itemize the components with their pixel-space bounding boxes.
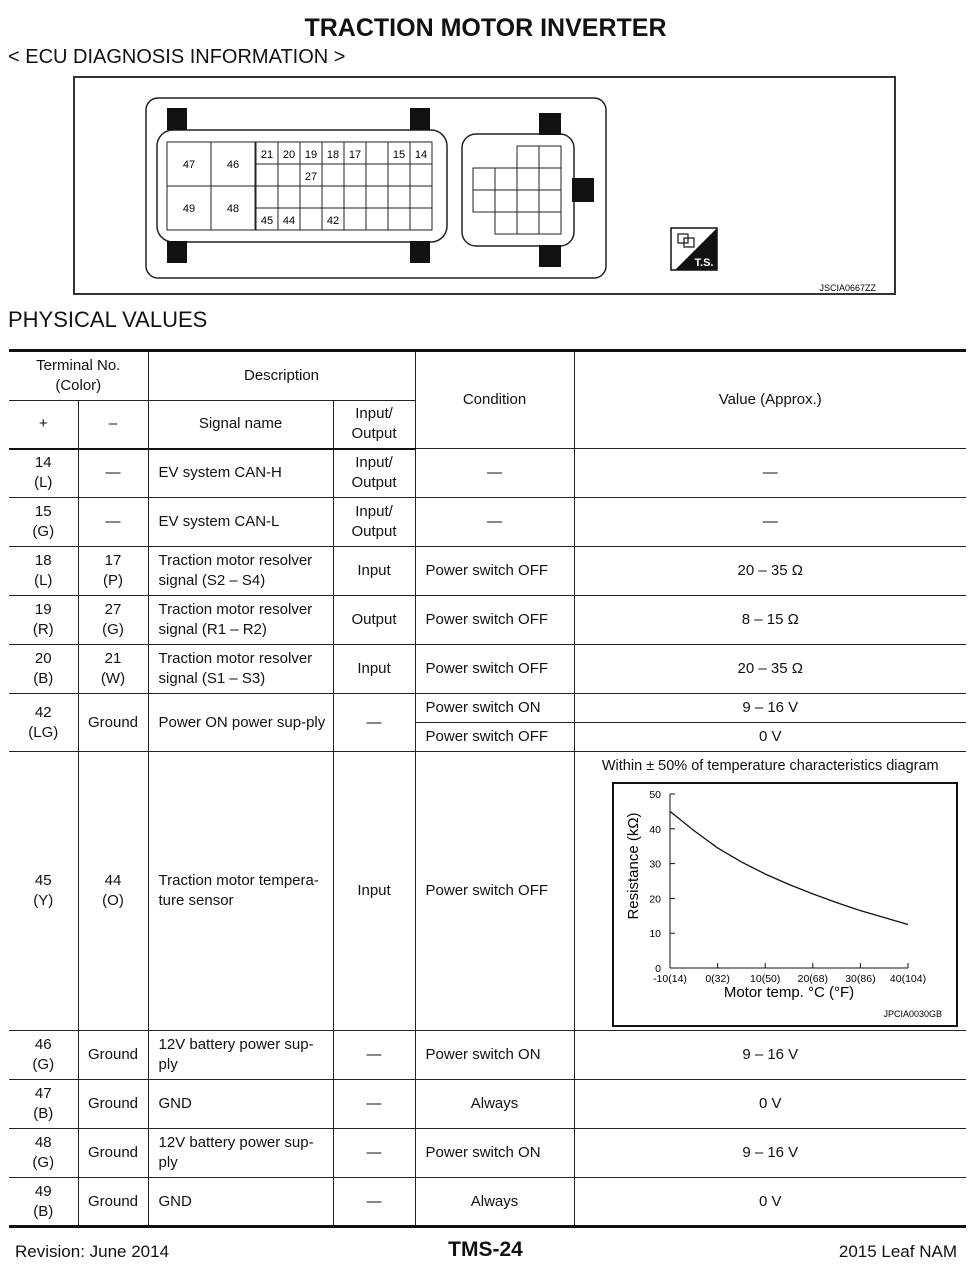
input-output: Input [333, 547, 415, 596]
condition: — [415, 498, 574, 547]
signal-name: Traction motor resolver signal (S1 – S3) [148, 645, 333, 694]
header-minus: – [78, 401, 148, 449]
terminal-plus-color: (L) [34, 572, 53, 589]
footer-page-code: TMS-24 [448, 1238, 523, 1261]
input-output: Input/ Output [333, 498, 415, 547]
y-tick-label: 50 [648, 789, 661, 801]
latch-tab [539, 113, 561, 135]
terminal-minus: 17 [104, 552, 122, 569]
input-output: Input [333, 752, 415, 1031]
table-row [9, 1178, 966, 1227]
signal-name: Traction motor resolver signal (R1 – R2) [148, 596, 333, 645]
value: 8 – 15 Ω [574, 596, 966, 645]
table-row [9, 449, 966, 498]
y-axis-label: Resistance (kΩ) [624, 812, 642, 920]
x-tick-label: 30(86) [844, 973, 876, 985]
signal-name: EV system CAN-L [148, 498, 333, 547]
x-tick-label: 40(104) [889, 973, 926, 985]
input-output: — [333, 1178, 415, 1227]
pin-label: 44 [282, 215, 296, 227]
x-tick-label: 10(50) [749, 973, 780, 985]
value: 9 – 16 V [574, 694, 966, 723]
header-terminal: Terminal No. (Color) [9, 351, 148, 401]
input-output: Input/ Output [333, 449, 415, 498]
chart-figure-id: JPCIA0030GB [882, 1009, 942, 1019]
terminal-plus-color: (Y) [33, 892, 54, 909]
page-title: TRACTION MOTOR INVERTER [304, 14, 667, 42]
terminal-minus: Ground [78, 1080, 148, 1129]
condition: Power switch OFF [415, 752, 574, 1031]
value: — [574, 498, 966, 547]
y-tick-label: 10 [648, 928, 661, 941]
table-row [9, 645, 966, 694]
value: 9 – 16 V [574, 1031, 966, 1080]
table-row [9, 1080, 966, 1129]
value: 20 – 35 Ω [574, 547, 966, 596]
pin-label: 48 [226, 203, 240, 215]
condition: Power switch OFF [415, 547, 574, 596]
terminal-plus: 46 [34, 1036, 52, 1053]
condition: — [415, 449, 574, 498]
terminal-minus-color: (P) [103, 572, 123, 589]
physical-values-heading: PHYSICAL VALUES [8, 307, 208, 332]
input-output: — [333, 694, 415, 752]
terminal-minus: 27 [104, 601, 122, 618]
header-condition: Condition [415, 351, 574, 449]
table-row [9, 596, 966, 645]
terminal-plus-color: (G) [32, 1154, 55, 1171]
condition: Power switch ON [415, 694, 574, 723]
footer-revision: Revision: June 2014 [15, 1242, 170, 1261]
terminal-plus-color: (L) [34, 474, 53, 492]
header-plus: + [9, 401, 78, 449]
terminal-minus: Ground [78, 694, 148, 752]
condition: Always [415, 1080, 574, 1129]
chart-box [612, 782, 958, 1027]
table-row [9, 1129, 966, 1178]
terminal-minus: — [78, 498, 148, 547]
header-value: Value (Approx.) [574, 351, 966, 449]
terminal-plus-color: (R) [32, 621, 54, 638]
latch-tab [410, 108, 430, 130]
pin-label: 47 [182, 159, 196, 171]
terminal-minus: 21 [104, 650, 122, 667]
terminal-plus: 48 [34, 1134, 52, 1151]
terminal-plus: 47 [34, 1085, 52, 1102]
pin-label: 49 [182, 203, 196, 215]
input-output: — [333, 1129, 415, 1178]
terminal-minus: Ground [78, 1129, 148, 1178]
terminal-minus-color: (O) [102, 892, 124, 909]
pin-label: 18 [326, 149, 340, 161]
value: 0 V [574, 723, 966, 752]
pin-label: 19 [304, 149, 318, 161]
terminal-minus: — [78, 449, 148, 498]
terminal-plus-color: (B) [33, 1202, 54, 1220]
terminal-plus: 19 [34, 601, 52, 618]
footer-model: 2015 Leaf NAM [838, 1242, 957, 1261]
signal-name: GND [148, 1178, 333, 1227]
signal-name: Traction motor tempera-ture sensor [148, 752, 333, 1031]
terminal-plus: 15 [34, 503, 52, 520]
signal-name: GND [148, 1080, 333, 1129]
x-tick-label: 20(68) [797, 973, 828, 985]
signal-name: EV system CAN-H [148, 449, 333, 498]
chart-caption: Within ± 50% of temperature characteristics diagram [601, 758, 939, 774]
y-tick-label: 0 [654, 963, 661, 975]
pin-label: 14 [414, 149, 428, 161]
condition: Power switch OFF [415, 596, 574, 645]
terminal-plus-color: (LG) [28, 723, 59, 741]
pin-label: 27 [304, 171, 318, 183]
latch-tab [167, 241, 187, 263]
pin-label: 21 [260, 149, 274, 161]
latch-tab [167, 108, 187, 130]
ts-badge-label: T.S. [694, 257, 714, 269]
header-description: Description [148, 351, 415, 401]
table-row [9, 694, 966, 723]
signal-name: Power ON power sup-ply [148, 694, 333, 752]
latch-tab [410, 241, 430, 263]
y-tick-label: 20 [648, 893, 661, 906]
temperature-chart [614, 784, 956, 1025]
y-tick-label: 40 [648, 823, 661, 836]
table-row [9, 498, 966, 547]
terminal-plus-color: (B) [33, 670, 54, 687]
condition: Always [415, 1178, 574, 1227]
value-chart-cell [574, 752, 966, 1031]
table-row [9, 752, 966, 1031]
terminal-plus: 18 [34, 552, 52, 569]
x-tick-label: 0(32) [704, 973, 730, 985]
terminal-minus-color: (W) [100, 670, 126, 687]
terminal-plus-color: (G) [32, 523, 55, 540]
terminal-plus: 45 [34, 872, 52, 889]
condition: Power switch OFF [415, 723, 574, 752]
pin-label: 42 [326, 215, 340, 227]
signal-name: 12V battery power sup-ply [148, 1031, 333, 1080]
terminal-minus-color: (G) [102, 621, 124, 638]
terminal-plus: 49 [34, 1182, 52, 1200]
x-tick-label: -10(14) [652, 973, 687, 985]
condition: Power switch OFF [415, 645, 574, 694]
signal-name: Traction motor resolver signal (S2 – S4) [148, 547, 333, 596]
pin-label: 15 [392, 149, 406, 161]
connector-figure [73, 76, 896, 295]
connector-diagram [75, 78, 894, 293]
value: 0 V [574, 1178, 966, 1227]
value: 0 V [574, 1080, 966, 1129]
header-input-output: Input/ Output [333, 401, 415, 449]
terminal-plus: 14 [34, 454, 52, 472]
y-tick-label: 30 [648, 858, 661, 871]
pin-label: 17 [348, 149, 362, 161]
ts-badge [671, 228, 717, 270]
signal-name: 12V battery power sup-ply [148, 1129, 333, 1178]
input-output: Output [333, 596, 415, 645]
terminal-minus: Ground [78, 1178, 148, 1227]
physical-values-table [9, 349, 966, 1228]
value: — [574, 449, 966, 498]
input-output: Input [333, 645, 415, 694]
figure-id: JSCIA0667ZZ [819, 283, 876, 293]
terminal-minus: 44 [104, 872, 122, 889]
pin-label: 45 [260, 215, 274, 227]
x-axis-label: Motor temp. °C (°F) [723, 984, 854, 1001]
terminal-plus: 20 [34, 650, 52, 667]
section-heading: < ECU DIAGNOSIS INFORMATION > [8, 46, 346, 68]
latch-tab [539, 245, 561, 267]
condition: Power switch ON [415, 1129, 574, 1178]
resistance-curve [670, 811, 908, 924]
table-row [9, 547, 966, 596]
pin-label: 46 [226, 159, 240, 171]
input-output: — [333, 1031, 415, 1080]
terminal-plus: 42 [34, 703, 52, 721]
condition: Power switch ON [415, 1031, 574, 1080]
value: 9 – 16 V [574, 1129, 966, 1178]
value: 20 – 35 Ω [574, 645, 966, 694]
latch-tab [572, 178, 594, 202]
terminal-plus-color: (G) [32, 1056, 55, 1073]
header-signal-name: Signal name [148, 401, 333, 449]
terminal-minus: Ground [78, 1031, 148, 1080]
terminal-plus-color: (B) [33, 1105, 54, 1122]
pin-label: 20 [282, 149, 296, 161]
input-output: — [333, 1080, 415, 1129]
table-row [9, 1031, 966, 1080]
